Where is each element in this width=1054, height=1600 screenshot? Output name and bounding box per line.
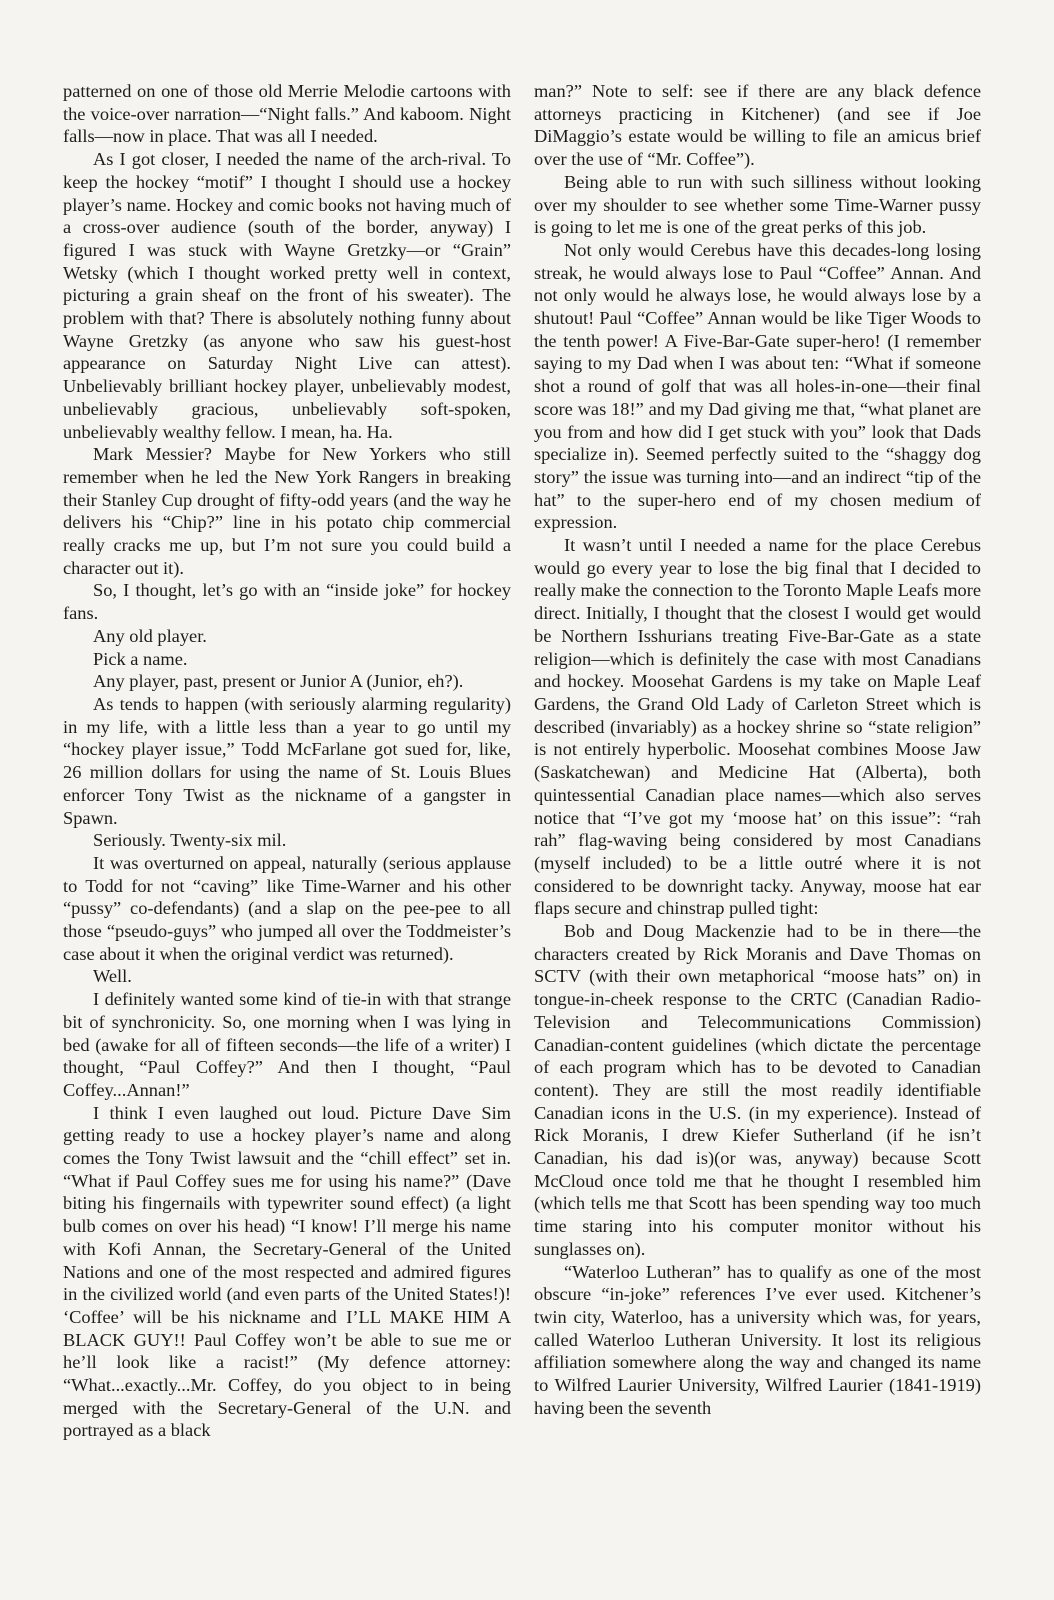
- paragraph: patterned on one of those old Merrie Melodie cartoons with the voice-over narration—“Night falls.” And kaboom. Night falls—now in place. That was all I needed.: [63, 81, 511, 147]
- paragraph: Being able to run with such silliness without looking over my shoulder to see whether some Time-Warner pussy is going to let me is one of the great perks of this job.: [534, 171, 981, 238]
- paragraph: Any player, past, present or Junior A (Junior, eh?).: [93, 671, 464, 692]
- paragraph: Bob and Doug Mackenzie had to be in there—the characters created by Rick Moranis and Dave Thomas on SCTV (with their own metaphorical “moose hats” on) in tongue-in-cheek response to the CRTC (Canadian Radio-Television and Telecommunications Commission) Canadian-content guidelines (which dictate the percentage of each program which has to be devoted to Canadian content). They are still the most readily identifiable Canadian icons in the U.S. (in my experience). Instead of Rick Moranis, I drew Kiefer Sutherland (if he isn’t Canadian, his dad is)(or was, anyway) because Scott McCloud once told me that he thought I resembled him (which tells me that Scott has been spending way too much time staring into his computer monitor without his sunglasses on).: [534, 921, 981, 1259]
- right-column: [534, 80, 981, 1419]
- paragraph: It wasn’t until I needed a name for the place Cerebus would go every year to lose the big final that I decided to really make the connection to the Toronto Maple Leafs more direct. Initially, I thought that the closest I would get would be Northern Isshurians treating Five-Bar-Gate as a state religion—which is definitely the case with most Canadians and hockey. Moosehat Gardens is my take on Maple Leaf Gardens, the Grand Old Lady of Carleton Street which is described (invariably) as a hockey shrine so “state religion” is not entirely hyperbolic. Moosehat combines Moose Jaw (Saskatchewan) and Medicine Hat (Alberta), both quintessential Canadian place names—which also serves notice that “I’ve got my ‘moose hat’ on this issue”: “rah rah” flag-waving being considered by most Canadians (myself included) to be a little outré where it is not considered to be downright tacky. Anyway, moose hat ear flaps secure and chinstrap pulled tight:: [534, 535, 981, 919]
- left-column: [63, 80, 511, 1442]
- paragraph: “Waterloo Lutheran” has to qualify as one of the most obscure “in-joke” references I’ve ever used. Kitchener’s twin city, Waterloo, has a university which was, for years, called Waterloo Lutheran University. It lost its religious affiliation somewhere along the way and changed its name to Wilfred Laurier University, Wilfred Laurier (1841-1919) having been the seventh: [534, 1261, 981, 1418]
- paragraph: As I got closer, I needed the name of the arch-rival. To keep the hockey “motif” I thought I should use a hockey player’s name. Hockey and comic books not having much of a cross-over audience (south of the border, anyway) I figured I was stuck with Wayne Gretzky—or “Grain” Wetsky (which I thought worked pretty well in context, picturing a grain sheaf on the front of his sweater). The problem with that? There is absolutely nothing funny about Wayne Gretzky (as anyone who saw his guest-host appearance on Saturday Night Live can attest). Unbelievably brilliant hockey player, unbelievably modest, unbelievably gracious, unbelievably soft-spoken, unbelievably wealthy fellow. I mean, ha. Ha.: [63, 149, 511, 442]
- paragraph: Seriously. Twenty-six mil.: [93, 830, 287, 851]
- paragraph: Mark Messier? Maybe for New Yorkers who still remember when he led the New York Rangers in breaking their Stanley Cup drought of fifty-odd years (and the way he delivers his “Chip?” line in his potato chip commercial really cracks me up, but I’m not sure you could build a character out it).: [63, 444, 511, 578]
- paragraph: It was overturned on appeal, naturally (serious applause to Todd for not “caving” like Time-Warner and his other “pussy” co-defendants) (and a slap on the pee-pee to all those “pseudo-guys” who jumped all over the Toddmeister’s case about it when the original verdict was returned).: [63, 852, 511, 964]
- paragraph: man?” Note to self: see if there are any black defence attorneys practicing in Kitchener) (and see if Joe DiMaggio’s estate would be willing to file an amicus brief over the use of “Mr. Coffee”).: [534, 81, 981, 170]
- paragraph: Any old player.: [93, 625, 207, 646]
- paragraph: Not only would Cerebus have this decades-long losing streak, he would always lose to Paul “Coffee” Annan. And not only would he always lose, he would always lose by a shutout! Paul “Coffee” Annan would be like Tiger Woods to the tenth power! A Five-Bar-Gate super-hero! (I remember saying to my Dad when I was about ten: “What if someone shot a round of golf that was all holes-in-one—their final score was 18!” and my Dad giving me that, “what planet are you from and how did I get stuck with you” look that Dads specialize in). Seemed perfectly suited to the “shaggy dog story” the issue was turning into—and an indirect “tip of the hat” to the super-hero end of my chosen medium of expression.: [534, 239, 981, 533]
- paragraph: Well.: [93, 966, 132, 987]
- paragraph: So, I thought, let’s go with an “inside joke” for hockey fans.: [63, 580, 511, 624]
- paragraph: Pick a name.: [93, 648, 188, 669]
- paragraph: I definitely wanted some kind of tie-in with that strange bit of synchronicity. So, one morning when I was lying in bed (awake for all of fifteen seconds—the life of a writer) I thought, “Paul Coffey?” And then I thought, “Paul Coffey...Annan!”: [63, 989, 511, 1100]
- paragraph: As tends to happen (with seriously alarming regularity) in my life, with a little less than a year to go until my “hockey player issue,” Todd McFarlane got sued for, like, 26 million dollars for using the name of St. Louis Blues enforcer Tony Twist as the nickname of a gangster in Spawn.: [63, 693, 511, 828]
- paragraph: I think I even laughed out loud. Picture Dave Sim getting ready to use a hockey player’s name and along comes the Tony Twist lawsuit and the “chill effect” set in. “What if Paul Coffey sues me for using his name?” (Dave biting his fingernails with typewriter sound effect) (a light bulb comes on over his head) “I know! I’ll merge his name with Kofi Annan, the Secretary-General of the United Nations and one of the most respected and admired figures in the civilized world (and even parts of the United States!)! ‘Coffee’ will be his nickname and I’LL MAKE HIM A BLACK GUY!! Paul Coffey won’t be able to sue me or he’ll look like a racist!” (My defence attorney: “What...exactly...Mr. Coffey, do you object to in being merged with the Secretary-General of the U.N. and portrayed as a black: [63, 1102, 511, 1441]
